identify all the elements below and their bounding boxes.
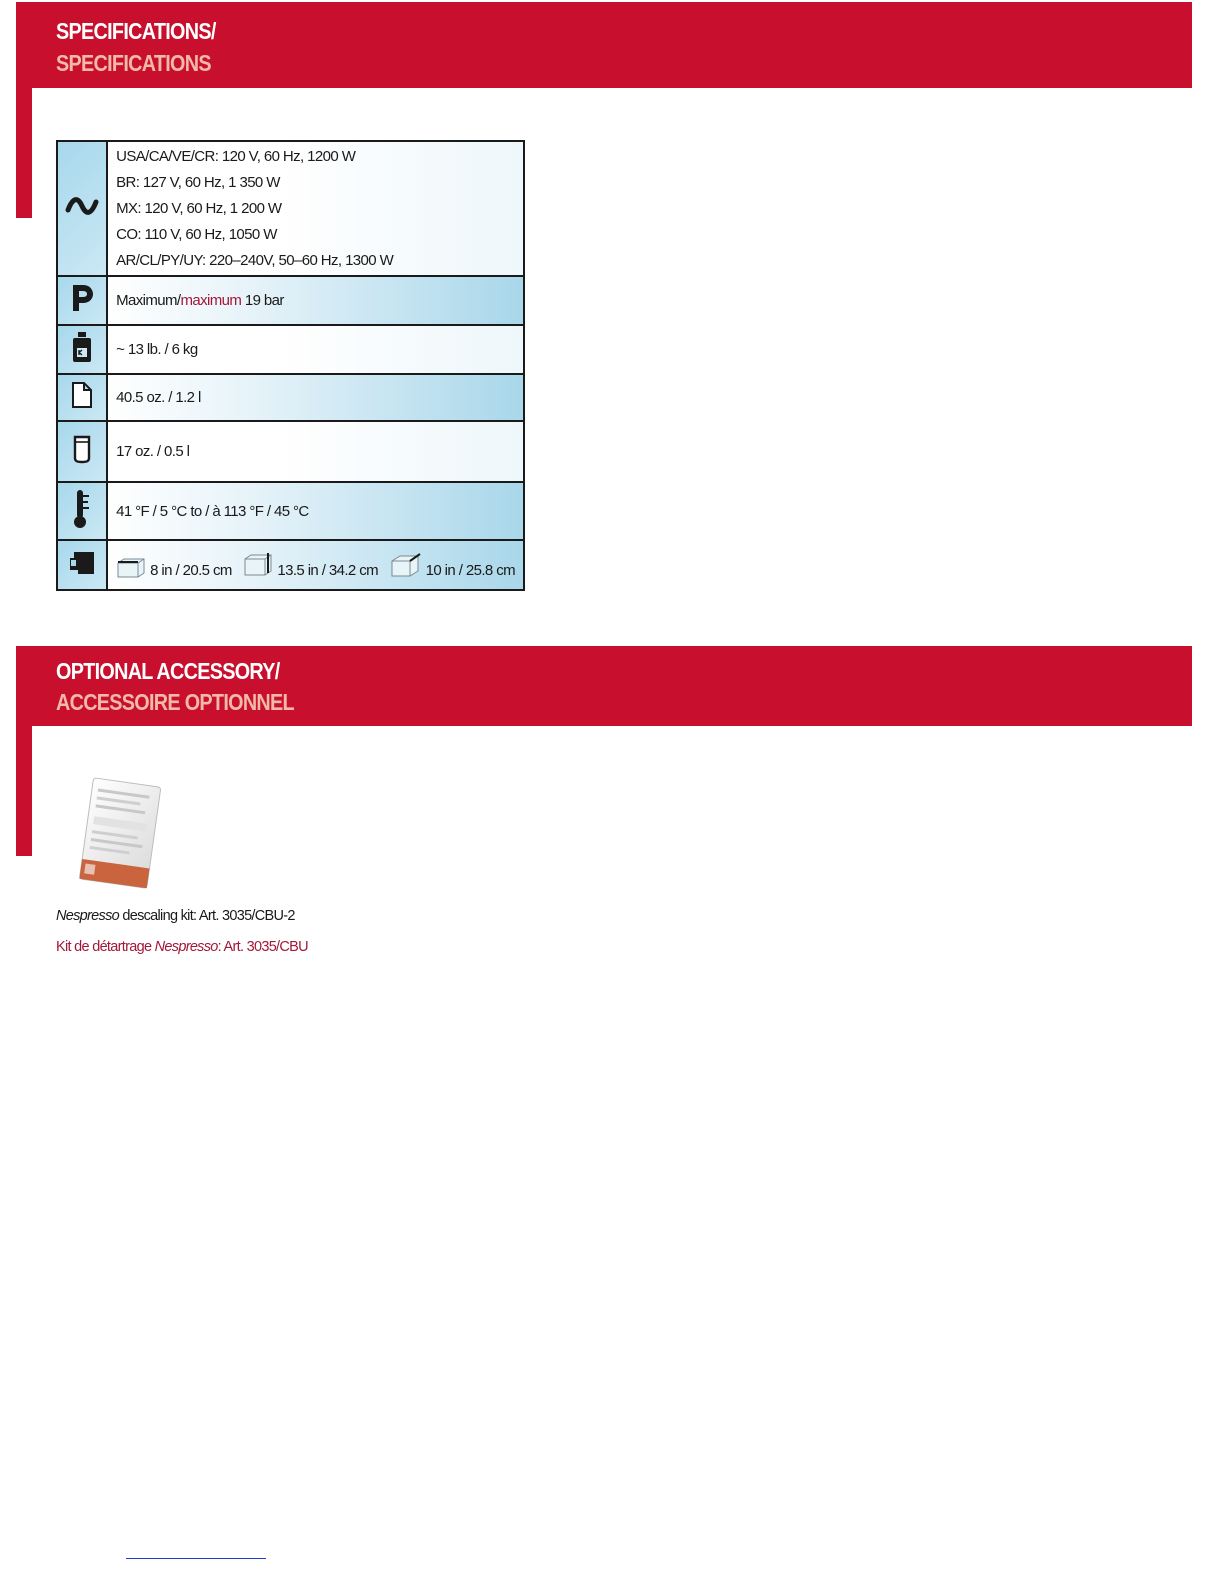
table-row: [57, 374, 524, 421]
accessory-suffix-fr: : Art. 3035/CBU: [217, 939, 308, 955]
dimension-width: [116, 557, 232, 579]
power-supply-icon: [57, 141, 107, 276]
width-value: 8 in / 20.5 cm: [150, 562, 232, 579]
accessory-text-en: descaling kit: Art. 3035/CBU-2: [119, 908, 295, 924]
specifications-header-tab: [16, 88, 32, 218]
pressure-label-fr: maximum: [180, 292, 242, 309]
power-line: USA/CA/VE/CR: 120 V, 60 Hz, 1200 W: [116, 147, 356, 165]
temperature-value: 41 °F / 5 °C to / à 113 °F / 45 °C: [107, 482, 524, 540]
weight-value: ~ 13 lb. / 6 kg: [107, 325, 524, 374]
cup-value: 17 oz. / 0.5 l: [107, 421, 524, 482]
pressure-amount: 19 bar: [241, 292, 284, 309]
table-row: [57, 276, 524, 325]
accessory-description-fr: [56, 939, 308, 955]
dimensions-icon: [57, 540, 107, 590]
height-box-icon: [243, 551, 273, 579]
footer-rule: [126, 1558, 266, 1559]
table-row: [57, 141, 524, 276]
dimensions-values: [107, 540, 524, 590]
accessory-header-tab: [16, 726, 32, 856]
brand-name: Nespresso: [154, 939, 218, 955]
accessory-description-en: [56, 908, 295, 924]
water-tank-icon: [57, 374, 107, 421]
power-line: BR: 127 V, 60 Hz, 1 350 W: [116, 173, 280, 191]
power-supply-values: [107, 141, 524, 276]
power-line: MX: 120 V, 60 Hz, 1 200 W: [116, 199, 282, 217]
power-line: AR/CL/PY/UY: 220–240V, 50–60 Hz, 1300 W: [116, 251, 394, 269]
dimension-depth: [390, 551, 515, 579]
pressure-value: [107, 276, 524, 325]
specifications-header: [16, 2, 1192, 88]
height-value: 13.5 in / 34.2 cm: [277, 562, 379, 579]
descaling-kit-image: [74, 776, 166, 897]
water-tank-value: 40.5 oz. / 1.2 l: [107, 374, 524, 421]
accessory-header: [16, 646, 1192, 726]
thermometer-icon: [57, 482, 107, 540]
table-row: [57, 540, 524, 590]
power-line: CO: 110 V, 60 Hz, 1050 W: [116, 225, 277, 243]
dimension-height: [243, 551, 378, 579]
depth-box-icon: [390, 551, 422, 579]
width-box-icon: [116, 557, 146, 579]
pressure-icon: [57, 276, 107, 325]
table-row: [57, 482, 524, 540]
accessory-title-fr: ACCESSOIRE OPTIONNEL: [56, 689, 294, 715]
accessory-prefix-fr: Kit de détartrage: [56, 939, 155, 955]
weight-icon: [57, 325, 107, 374]
specifications-table: [56, 140, 525, 591]
table-row: [57, 421, 524, 482]
specifications-title-en: SPECIFICATIONS/: [56, 18, 216, 44]
table-row: [57, 325, 524, 374]
pressure-label-en: Maximum/: [116, 292, 181, 309]
specifications-title-fr: SPECIFICATIONS: [56, 50, 211, 76]
brand-name: Nespresso: [56, 908, 120, 924]
accessory-title-en: OPTIONAL ACCESSORY/: [56, 658, 280, 684]
cup-icon: [57, 421, 107, 482]
depth-value: 10 in / 25.8 cm: [425, 562, 515, 579]
